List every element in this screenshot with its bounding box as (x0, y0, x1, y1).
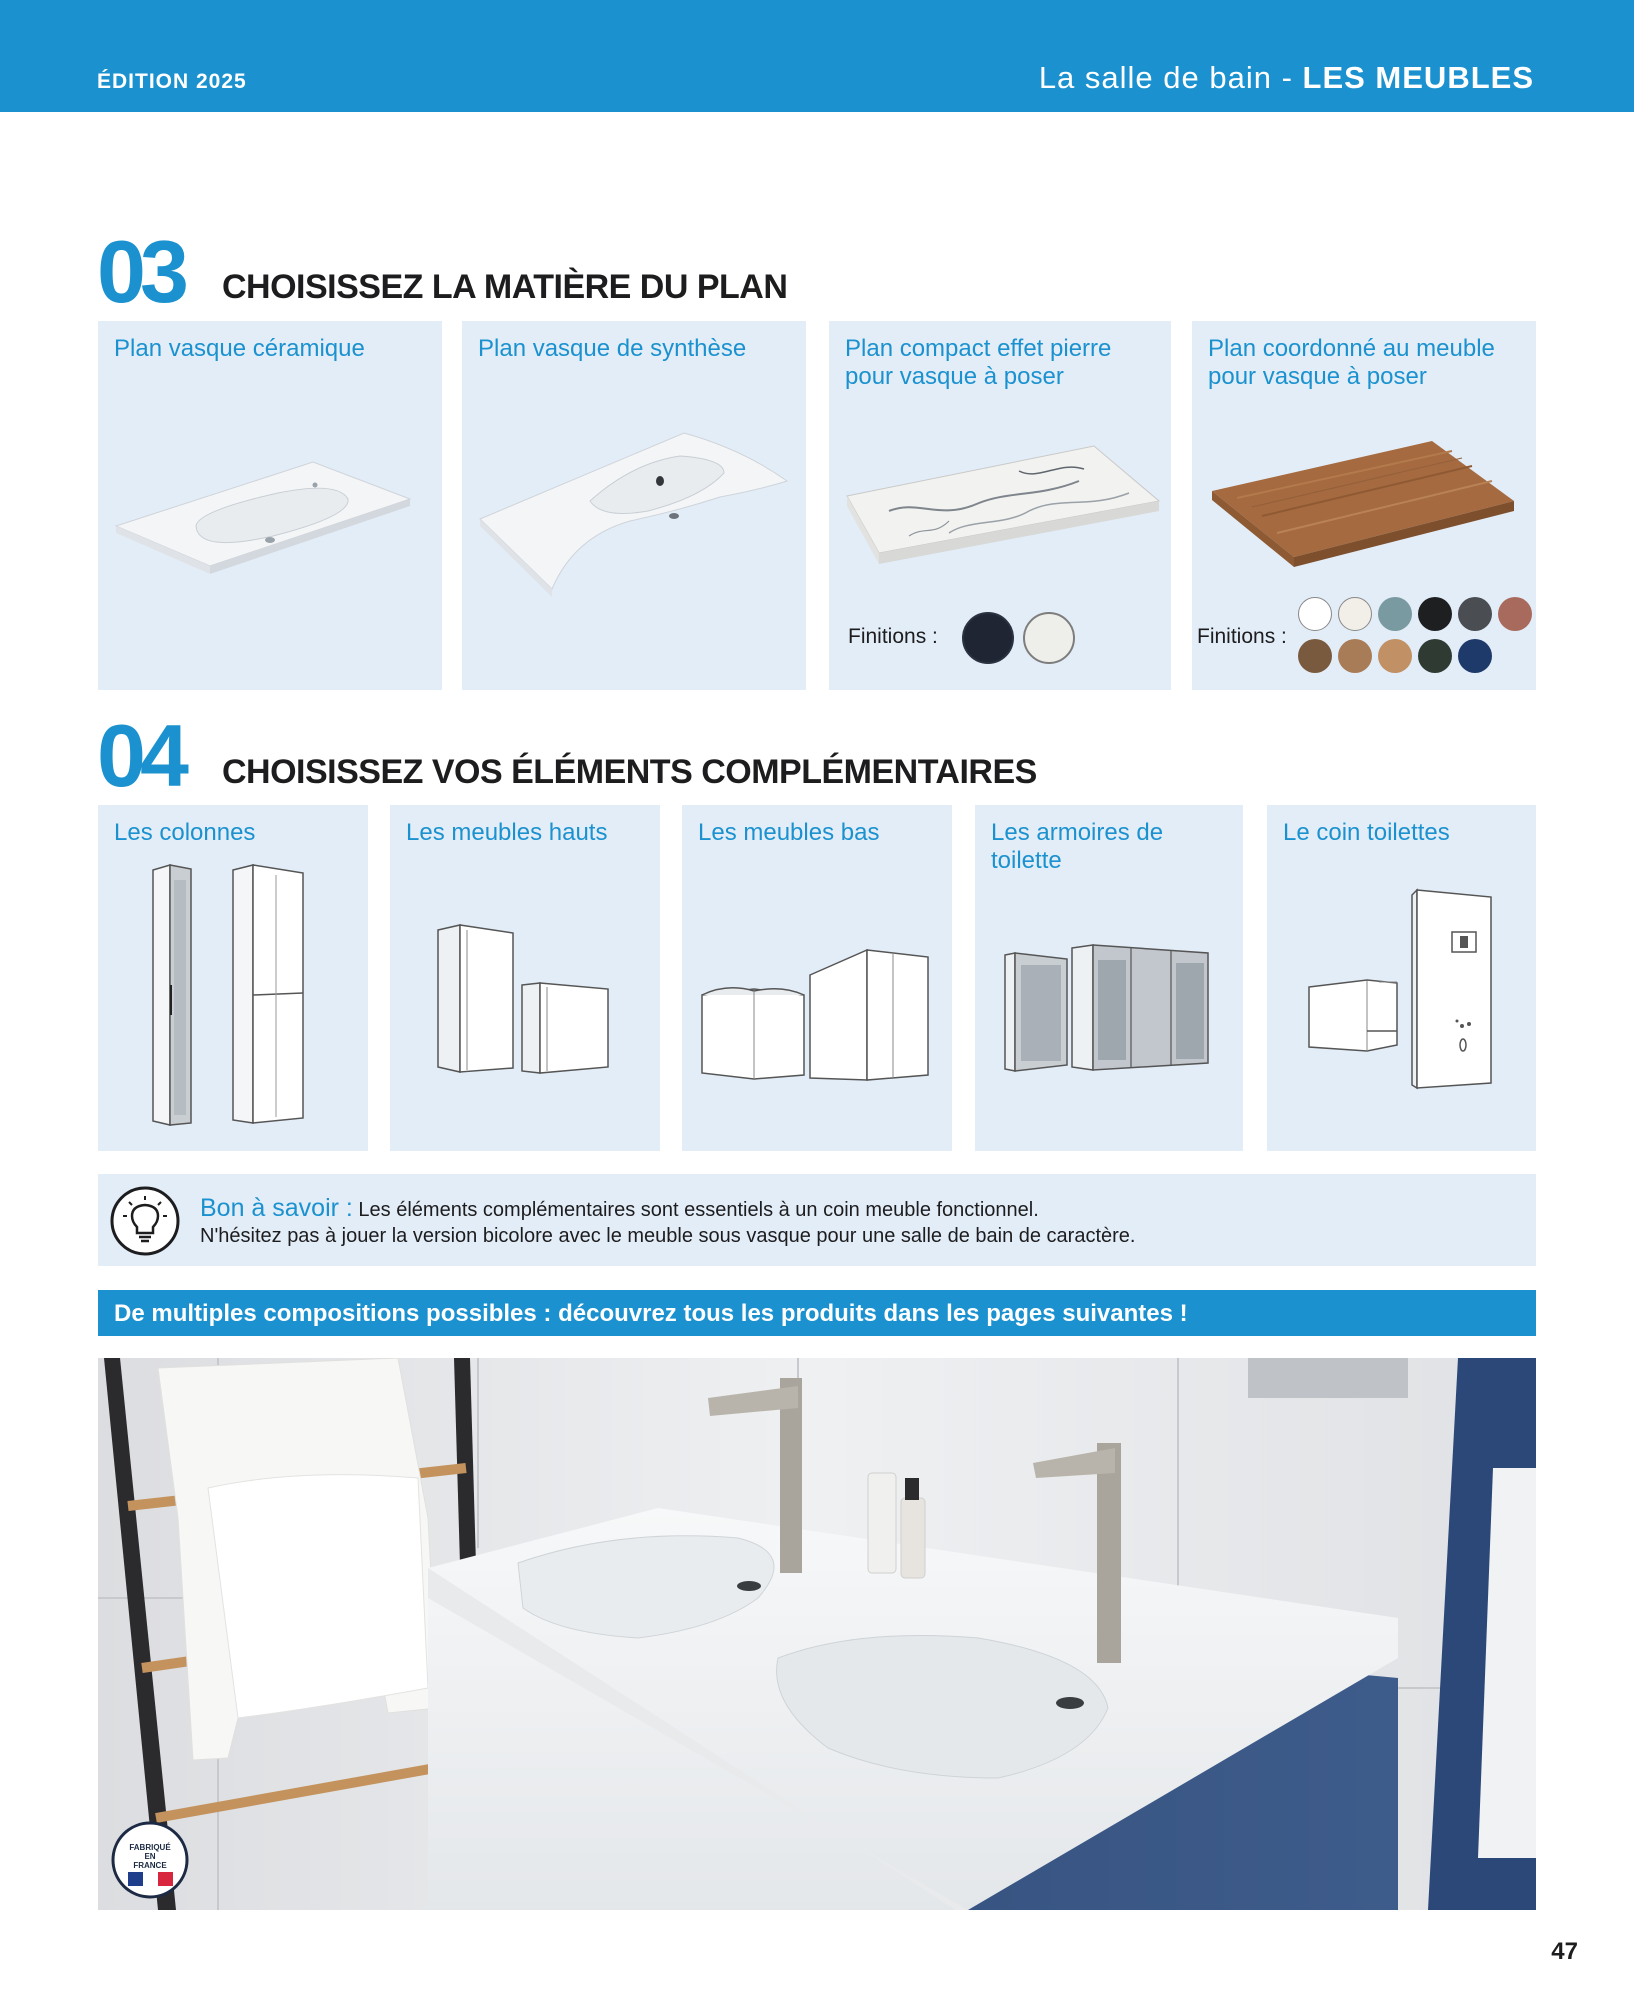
finitions-label: Finitions : (848, 625, 938, 648)
section-title-bold: LES MEUBLES (1302, 60, 1534, 95)
card-label: Plan vasque de synthèse (478, 335, 747, 362)
header-bar (0, 0, 1634, 112)
compositions-banner (98, 1290, 1536, 1336)
step-4-number: 04 (97, 706, 183, 805)
card-plan-ceramique (98, 321, 442, 690)
card-label: Les colonnes (114, 819, 256, 846)
page-number: 47 (1551, 1938, 1578, 1965)
finish-swatch-white-stone[interactable] (1023, 612, 1075, 664)
card-colonnes (98, 805, 368, 1151)
tip-box (98, 1174, 1536, 1266)
tip-line-2: N'hésitez pas à jouer la version bicolore avec le meuble sous vasque pour une salle de bain de caractère. (200, 1225, 1136, 1247)
card-plan-compact-pierre (829, 321, 1171, 690)
card-label: Plan coordonné au meuble pour vasque à poser (1208, 335, 1495, 390)
card-label: Les armoires de toilette (991, 819, 1164, 874)
finish-swatch-11[interactable] (1458, 639, 1492, 673)
section-title-light: La salle de bain - (1038, 60, 1303, 95)
tip-line-1-text: Les éléments complémentaires sont essentiels à un coin meuble fonctionnel. (352, 1199, 1039, 1221)
card-label: Plan vasque céramique (114, 335, 365, 362)
made-in-france-badge (110, 1820, 190, 1900)
finish-swatch-8[interactable] (1338, 639, 1372, 673)
finitions-label: Finitions : (1197, 625, 1287, 648)
bathroom-vanity-scene (98, 1358, 1536, 1910)
card-label: Les meubles bas (698, 819, 880, 846)
tip-text (200, 1195, 1135, 1249)
synthetic-basin-illustration (462, 321, 806, 690)
wall-cabinets-illustration (390, 805, 660, 1151)
card-label: Le coin toilettes (1283, 819, 1450, 846)
card-plan-synthese (462, 321, 806, 690)
ceramic-basin-illustration (98, 321, 442, 690)
step-3-title: CHOISISSEZ LA MATIÈRE DU PLAN (222, 268, 788, 306)
finish-swatch-2[interactable] (1338, 597, 1372, 631)
finish-swatch-4[interactable] (1418, 597, 1452, 631)
finish-swatch-9[interactable] (1378, 639, 1412, 673)
badge-line-2: EN (144, 1852, 156, 1861)
section-title (1039, 60, 1534, 96)
tip-line-1 (200, 1195, 1135, 1223)
card-plan-coordonne (1192, 321, 1536, 690)
finish-swatch-7[interactable] (1298, 639, 1332, 673)
bathroom-photo (98, 1358, 1536, 1910)
card-coin-toilettes (1267, 805, 1536, 1151)
step-4-title: CHOISISSEZ VOS ÉLÉMENTS COMPLÉMENTAIRES (222, 753, 1037, 791)
columns-illustration (98, 805, 368, 1151)
step-3-number: 03 (97, 222, 183, 321)
lightbulb-icon (110, 1186, 180, 1256)
card-armoires-toilette (975, 805, 1243, 1151)
toilet-corner-illustration (1267, 805, 1536, 1151)
card-label: Les meubles hauts (406, 819, 608, 846)
edition-label: ÉDITION 2025 (97, 70, 247, 93)
card-meubles-hauts (390, 805, 660, 1151)
finish-swatch-10[interactable] (1418, 639, 1452, 673)
finish-swatch-1[interactable] (1298, 597, 1332, 631)
card-label: Plan compact effet pierre pour vasque à poser (845, 335, 1112, 390)
base-cabinets-illustration (682, 805, 952, 1151)
badge-line-3: FRANCE (133, 1861, 167, 1870)
finish-swatch-3[interactable] (1378, 597, 1412, 631)
finish-swatch-dark-stone[interactable] (962, 612, 1014, 664)
finish-swatch-6[interactable] (1498, 597, 1532, 631)
banner-text: De multiples compositions possibles : découvrez tous les produits dans les pages suivantes ! (114, 1300, 1188, 1327)
finish-swatch-5[interactable] (1458, 597, 1492, 631)
card-meubles-bas (682, 805, 952, 1151)
badge-line-1: FABRIQUÉ (129, 1843, 171, 1852)
tip-label: Bon à savoir : (200, 1194, 353, 1222)
